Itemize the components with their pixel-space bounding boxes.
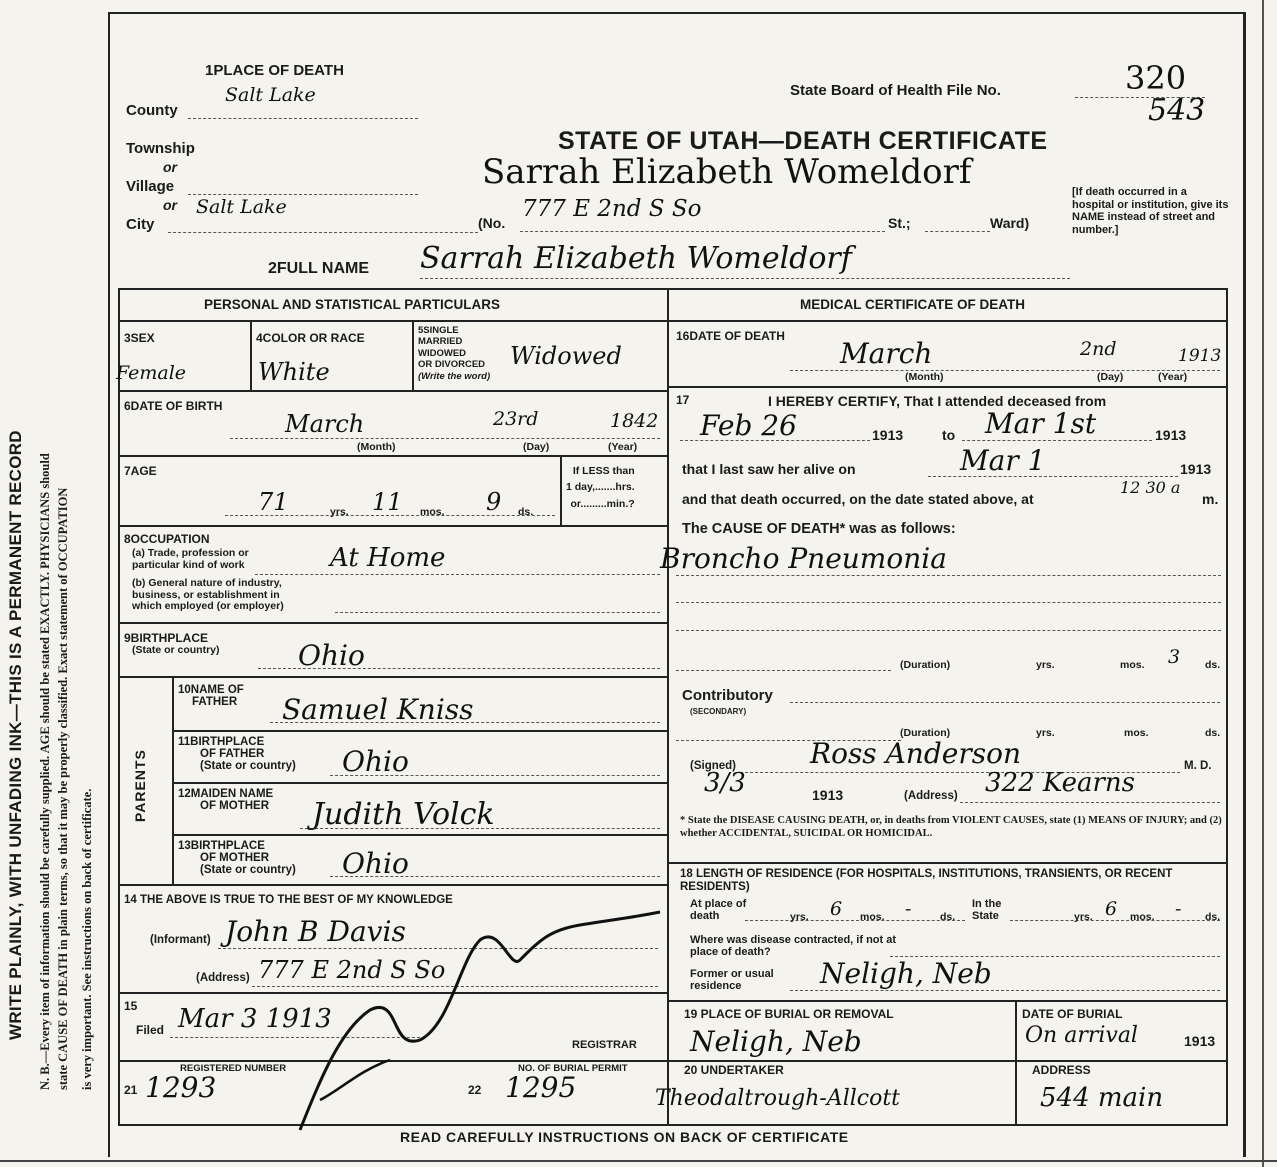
- or-2: or: [163, 197, 177, 213]
- occupation-b-line: [335, 612, 660, 613]
- cause-footnote: * State the DISEASE CAUSING DEATH, or, in deaths from VIOLENT CAUSES, state (1) MEANS OF INJURY; and (2) whether ACCIDENTAL, SUICIDAL OR HOMICIDAL.: [680, 815, 1222, 839]
- date-burial-year: 1913: [1184, 1033, 1216, 1049]
- street-no-label: (No.: [478, 215, 506, 231]
- dod-label: 16DATE OF DEATH: [676, 329, 785, 343]
- township-label: Township: [126, 140, 195, 157]
- side-note-3: is very important. See instructions on back of certificate.: [80, 788, 94, 1090]
- frame-right: [1243, 12, 1246, 1157]
- occupation-b-label: [132, 578, 284, 613]
- frame-left: [108, 12, 110, 1157]
- to-label: to: [942, 427, 956, 443]
- m-label: m.: [1202, 491, 1219, 507]
- grid-subhead: [118, 320, 1228, 322]
- burial-date-divider: [1015, 1000, 1017, 1124]
- age-less-divider: [560, 455, 562, 525]
- written-name: Sarrah Elizabeth Womeldorf: [482, 152, 972, 192]
- row-9-bottom: [118, 676, 667, 678]
- date-burial-label: DATE OF BURIAL: [1022, 1007, 1123, 1021]
- undertaker-value: Theodaltrough-Allcott: [655, 1086, 901, 1111]
- dob-year-cap: (Year): [608, 441, 638, 453]
- cause-value: Broncho Pneumonia: [660, 542, 947, 575]
- less-line-1: If LESS than: [572, 465, 635, 477]
- birthplace-label: 9BIRTHPLACE: [124, 631, 209, 645]
- village-label: Village: [126, 178, 175, 195]
- dod-month-cap: (Month): [905, 371, 944, 383]
- contributory-line: [790, 702, 1220, 703]
- informant-address-label: (Address): [196, 972, 250, 984]
- sex-label: 3SEX: [124, 331, 155, 345]
- burial-value: Neligh, Neb: [690, 1025, 862, 1058]
- informant-value: John B Davis: [225, 915, 406, 948]
- sex-color-divider: [250, 320, 252, 390]
- ward-line: [925, 231, 990, 232]
- cause-line-3: [676, 630, 1221, 631]
- occurred-time: 12 30 a: [1120, 478, 1181, 497]
- full-name-line: [420, 278, 1070, 279]
- mother-bp-line-2: OF MOTHER: [200, 852, 269, 865]
- medical-heading: MEDICAL CERTIFICATE OF DEATH: [800, 297, 1025, 312]
- signed-date: 3/3: [704, 768, 746, 798]
- reg-22: 22: [468, 1083, 482, 1097]
- age-months: 11: [372, 488, 403, 516]
- dod-day-cap: (Day): [1097, 371, 1124, 383]
- village-line: [188, 194, 418, 195]
- mother-label: [178, 788, 273, 812]
- date-burial-value: On arrival: [1025, 1023, 1138, 1048]
- former-value: Neligh, Neb: [820, 957, 992, 990]
- hospital-note: [If death occurred in a hospital or institution, give its NAME instead of street and number.]: [1072, 186, 1229, 236]
- birthplace-value: Ohio: [298, 639, 365, 672]
- grid-left: [118, 288, 120, 1126]
- parents-bottom: [118, 884, 667, 886]
- attended-from: Feb 26: [700, 409, 797, 442]
- city-label: City: [126, 216, 155, 233]
- father-bp-line-1: 11BIRTHPLACE: [178, 736, 265, 748]
- occupation-label: 8OCCUPATION: [124, 532, 210, 546]
- file-no-label: State Board of Health File No.: [790, 82, 1001, 99]
- city-line: [168, 232, 478, 233]
- registered-number-value: 1293: [145, 1071, 217, 1104]
- row-7-bottom: [118, 525, 667, 527]
- contracted-label: Where was disease contracted, if not at place of death?: [690, 934, 897, 959]
- occupation-value: At Home: [330, 543, 446, 573]
- reg-21: 21: [124, 1083, 138, 1097]
- dob-label: 6DATE OF BIRTH: [124, 399, 223, 413]
- at-place-label: At place of death: [690, 898, 747, 923]
- dob-line: [230, 438, 660, 439]
- father-line-2: FATHER: [192, 696, 238, 709]
- father-bp-bottom: [172, 782, 667, 784]
- registrar-signature: [280, 900, 680, 1150]
- full-name-label: 2FULL NAME: [268, 260, 370, 277]
- cause-line-4: [676, 670, 891, 671]
- contributory-ds: ds.: [1205, 727, 1221, 739]
- at-place-yrs: 6: [830, 898, 843, 920]
- sex-value: Female: [116, 362, 187, 384]
- mother-bp-value: Ohio: [342, 847, 409, 880]
- contributory-label: Contributory: [682, 687, 773, 704]
- item-17: 17: [676, 393, 690, 407]
- informant-heading: 14 THE ABOVE IS TRUE TO THE BEST OF MY KNOWLEDGE: [124, 894, 453, 906]
- city-value: Salt Lake: [196, 196, 287, 218]
- occ-a-line-1: (a) Trade, profession or: [132, 547, 249, 559]
- dob-day: 23rd: [493, 408, 539, 430]
- marital-widowed: WIDOWED: [418, 347, 467, 359]
- age-yrs-label: yrs.: [330, 506, 349, 518]
- item-15-label: 15: [124, 999, 138, 1013]
- color-value: White: [258, 358, 330, 386]
- signed-value: Ross Anderson: [810, 737, 1021, 770]
- former-label: Former or usual residence: [690, 968, 774, 993]
- county-label: County: [126, 102, 178, 119]
- at-place-mos-label: mos.: [860, 911, 885, 923]
- marital-married: MARRIED: [418, 336, 463, 348]
- street-value: 777 E 2nd S So: [522, 196, 702, 222]
- informant-label: (Informant): [150, 934, 211, 946]
- side-note-1: N. B.—Every item of information should be carefully supplied. AGE should be stated EXACTLY. PHYSICIANS should: [38, 453, 52, 1090]
- at-place-line: [745, 920, 965, 921]
- father-line-1: 10NAME OF: [178, 684, 244, 696]
- dod-year: 1913: [1178, 346, 1222, 366]
- md-label: M. D.: [1184, 760, 1212, 772]
- registrar-label: REGISTRAR: [572, 1039, 637, 1051]
- at-place-yrs-label: yrs.: [790, 911, 809, 923]
- dob-month: March: [285, 410, 365, 438]
- mother-line-2: OF MOTHER: [200, 800, 269, 813]
- contributory-duration-label: (Duration): [900, 727, 951, 739]
- cause-duration-days: 3: [1168, 646, 1181, 668]
- row-6-bottom: [118, 455, 667, 457]
- in-state-ds-label: ds.: [1205, 911, 1221, 923]
- attended-year-1: 1913: [872, 427, 904, 443]
- st-label: St.;: [888, 215, 911, 231]
- registered-number-label: REGISTERED NUMBER: [180, 1063, 287, 1074]
- age-less-label: [566, 463, 635, 512]
- father-bp-value: Ohio: [342, 745, 409, 778]
- cause-ds: ds.: [1205, 659, 1221, 671]
- cause-text: The CAUSE OF DEATH* was as follows:: [682, 521, 956, 537]
- birthplace-sub: (State or country): [132, 644, 220, 656]
- age-years: 71: [258, 488, 289, 516]
- less-line-2: 1 day,.......hrs.: [566, 481, 635, 494]
- row-18-bottom: [667, 1000, 1228, 1002]
- frame-right-outer: [1262, 0, 1264, 1167]
- row-19-bottom: [667, 1060, 1228, 1062]
- marital-single: 5SINGLE: [418, 325, 459, 336]
- filed-value: Mar 3 1913: [178, 1004, 332, 1034]
- dod-year-cap: (Year): [1158, 371, 1188, 383]
- in-state-yrs: 6: [1105, 898, 1118, 920]
- burial-label: 19 PLACE OF BURIAL OR REMOVAL: [684, 1007, 894, 1021]
- in-state-mos-label: mos.: [1130, 911, 1155, 923]
- mother-line-1: 12MAIDEN NAME: [178, 788, 274, 800]
- occ-b-line-2: business, or establishment in: [132, 588, 280, 601]
- occ-a-line-2: particular kind of work: [132, 558, 245, 571]
- occupation-a-label: [132, 548, 249, 571]
- age-mos-label: mos.: [420, 506, 445, 518]
- marital-value: Widowed: [510, 342, 622, 370]
- at-place-ds-label: ds.: [940, 911, 956, 923]
- in-state-line: [1010, 920, 1220, 921]
- parents-divider: [172, 676, 174, 884]
- undertaker-address-value: 544 main: [1040, 1083, 1164, 1113]
- contributory-yrs: yrs.: [1036, 727, 1055, 739]
- in-state-label: In the State: [972, 898, 1002, 923]
- side-warning: WRITE PLAINLY, WITH UNFADING INK—THIS IS A PERMANENT RECORD: [6, 430, 25, 1040]
- cause-line-1: [676, 575, 1221, 576]
- mother-bp-line-1: 13BIRTHPLACE: [178, 840, 265, 852]
- undertaker-address-label: ADDRESS: [1032, 1063, 1091, 1077]
- age-label: 7AGE: [124, 464, 157, 478]
- occupation-a-line: [255, 574, 660, 575]
- undertaker-label: 20 UNDERTAKER: [684, 1063, 784, 1077]
- attended-to: Mar 1st: [985, 407, 1097, 440]
- signed-address-value: 322 Kearns: [985, 768, 1136, 798]
- side-note-2: state CAUSE OF DEATH in plain terms, so that it may be properly classified. Exact statement of OCCUPATION: [56, 487, 70, 1090]
- signed-address-line: [960, 802, 1220, 803]
- file-no-value: 320: [1125, 59, 1187, 97]
- contributory-mos: mos.: [1124, 727, 1149, 739]
- full-name-value: Sarrah Elizabeth Womeldorf: [420, 241, 852, 276]
- row-3-bottom: [118, 390, 667, 392]
- at-place-mos: -: [905, 898, 912, 920]
- residence-heading: 18 LENGTH OF RESIDENCE (FOR HOSPITALS, INSTITUTIONS, TRANSIENTS, OR RECENT RESIDENTS): [680, 868, 1173, 893]
- father-value: Samuel Kniss: [282, 693, 474, 726]
- footer-instructions: READ CAREFULLY INSTRUCTIONS ON BACK OF CERTIFICATE: [400, 1129, 849, 1145]
- last-saw-year: 1913: [1180, 461, 1212, 477]
- color-label: 4COLOR OR RACE: [256, 331, 365, 345]
- occ-b-line-3: which employed (or employer): [132, 600, 284, 613]
- father-bp-line-3: (State or country): [200, 760, 296, 773]
- place-of-death-label: 1PLACE OF DEATH: [205, 62, 344, 79]
- certificate-title: STATE OF UTAH—DEATH CERTIFICATE: [558, 127, 1048, 155]
- mother-value: Judith Volck: [312, 797, 495, 832]
- attended-to-line: [962, 440, 1152, 441]
- row-8-bottom: [118, 622, 667, 624]
- or-1: or: [163, 159, 177, 175]
- cause-duration-label: (Duration): [900, 659, 951, 671]
- secondary-label: (SECONDARY): [690, 707, 747, 716]
- dob-year: 1842: [610, 410, 659, 432]
- marital-divorced: OR DIVORCED: [418, 359, 486, 371]
- certify-text: I HEREBY CERTIFY, That I attended deceased from: [768, 393, 1107, 409]
- ward-label: Ward): [990, 215, 1030, 231]
- row-17-bottom: [667, 862, 1228, 864]
- color-marital-divider: [412, 320, 414, 390]
- marital-label: [418, 325, 490, 382]
- filed-label: Filed: [136, 1023, 165, 1037]
- frame-bottom: [0, 1160, 1277, 1162]
- father-label: [178, 684, 244, 708]
- cause-yrs: yrs.: [1036, 659, 1055, 671]
- informant-address-value: 777 E 2nd S So: [258, 956, 446, 984]
- county-line: [188, 118, 418, 119]
- father-bottom: [172, 730, 667, 732]
- frame-top: [108, 12, 1243, 14]
- mother-bottom: [172, 834, 667, 836]
- mother-bp-label: [178, 840, 296, 876]
- less-line-3: or.........min.?: [570, 497, 635, 510]
- burial-permit-label: NO. OF BURIAL PERMIT: [518, 1063, 628, 1074]
- signed-address-label: (Address): [904, 790, 958, 802]
- signed-year: 1913: [812, 787, 844, 803]
- cause-mos: mos.: [1120, 659, 1145, 671]
- in-state-yrs-label: yrs.: [1074, 911, 1093, 923]
- parents-label: PARENTS: [132, 749, 148, 822]
- burial-permit-value: 1295: [505, 1071, 577, 1104]
- mother-bp-line-3: (State or country): [200, 864, 296, 877]
- attended-year-2: 1913: [1155, 427, 1187, 443]
- row-16-bottom: [667, 386, 1228, 388]
- last-saw-value: Mar 1: [960, 444, 1046, 477]
- age-days: 9: [486, 488, 502, 516]
- occ-b-line-1: (b) General nature of industry,: [132, 577, 282, 589]
- in-state-mos: -: [1175, 898, 1182, 920]
- former-line: [790, 990, 1220, 991]
- personal-heading: PERSONAL AND STATISTICAL PARTICULARS: [204, 297, 501, 312]
- cause-line-2: [676, 602, 1221, 603]
- grid-top: [118, 288, 1228, 290]
- dod-day: 2nd: [1080, 338, 1117, 360]
- occurred-text: and that death occurred, on the date stated above, at: [682, 491, 1034, 507]
- file-no-value-2: 543: [1148, 93, 1206, 128]
- marital-write: (Write the word): [418, 370, 491, 382]
- dod-line: [790, 370, 1220, 371]
- father-bp-label: [178, 736, 296, 772]
- county-value: Salt Lake: [225, 84, 316, 106]
- last-saw-text: that I last saw her alive on: [682, 461, 856, 477]
- dob-day-cap: (Day): [523, 441, 550, 453]
- dod-month: March: [840, 337, 933, 370]
- street-line: [520, 231, 885, 232]
- signed-label: (Signed): [690, 760, 736, 772]
- father-bp-line-2: OF FATHER: [200, 748, 265, 761]
- dob-month-cap: (Month): [357, 441, 396, 453]
- age-ds-label: ds.: [518, 506, 534, 518]
